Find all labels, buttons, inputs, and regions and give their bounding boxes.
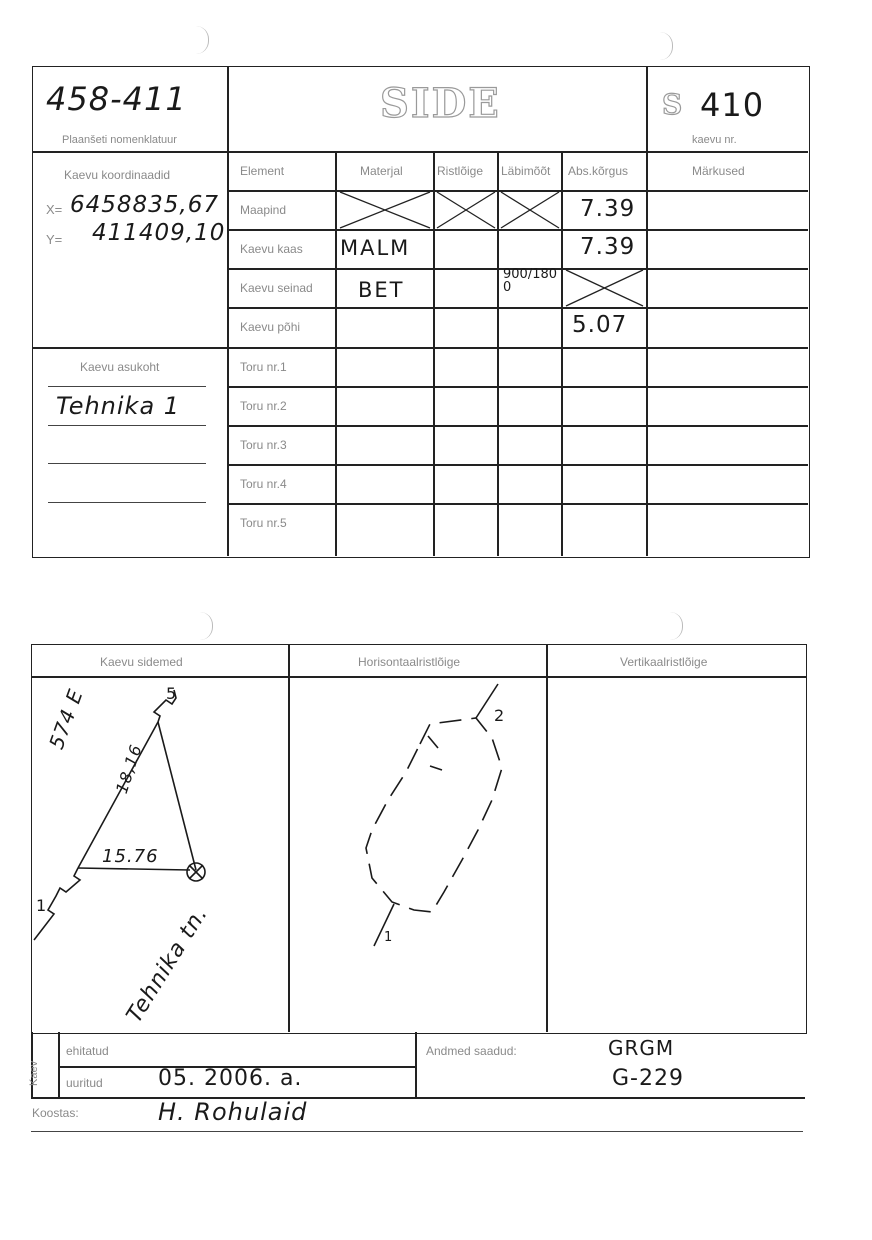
table-row-element: Toru nr.1 bbox=[240, 360, 287, 374]
x-coordinate: 6458835,67 bbox=[70, 192, 220, 218]
panel-title-horizontal: Horisontaalristlõige bbox=[358, 655, 461, 669]
well-number-label: kaevu nr. bbox=[692, 134, 737, 146]
pipe-note-label: 574 E bbox=[44, 685, 88, 753]
nomenclature-label: Plaanšeti nomenklatuur bbox=[62, 134, 177, 146]
table-row-element: Maapind bbox=[240, 203, 287, 217]
table-row-element: Kaevu kaas bbox=[240, 242, 303, 256]
y-coordinate: 411409,10 bbox=[92, 220, 226, 246]
distance-label-bottom: 15.76 bbox=[102, 846, 159, 867]
location-value: Tehnika 1 bbox=[56, 392, 181, 420]
table-cell-material: BET bbox=[358, 278, 405, 302]
data-source-value-1: GRGM bbox=[608, 1036, 675, 1060]
table-cell-diameter: 900/1800 bbox=[503, 267, 558, 295]
side-logo: SIDE bbox=[380, 80, 501, 127]
surveyed-date: 05. 2006. a. bbox=[158, 1066, 303, 1091]
table-row-element: Kaevu seinad bbox=[240, 281, 313, 295]
table-cell-material: MALM bbox=[340, 236, 411, 260]
panel-title-vertical: Vertikaalristlõige bbox=[620, 655, 708, 669]
panel-title-connections: Kaevu sidemed bbox=[100, 655, 183, 669]
section-pipe-1: 1 bbox=[384, 930, 394, 945]
header-notes: Märkused bbox=[692, 164, 745, 178]
compiled-signature: H. Rohulaid bbox=[158, 1098, 308, 1126]
nomenclature-value: 458-411 bbox=[46, 80, 187, 118]
x-label: X= bbox=[46, 202, 63, 217]
table-row-element: Toru nr.4 bbox=[240, 477, 287, 491]
table-row-element: Toru nr.2 bbox=[240, 399, 287, 413]
header-diameter: Läbimõõt bbox=[501, 164, 551, 178]
header-material: Materjal bbox=[360, 164, 403, 178]
table-cell-abs: 7.39 bbox=[580, 234, 636, 260]
table-row-element: Toru nr.3 bbox=[240, 438, 287, 452]
table-cell-abs: 7.39 bbox=[580, 196, 636, 222]
data-source-value-2: G-229 bbox=[612, 1066, 684, 1091]
pipe-number-1: 1 bbox=[36, 896, 48, 915]
street-label: Tehnika tn. bbox=[122, 902, 214, 1028]
coords-label: Kaevu koordinaadid bbox=[64, 168, 171, 182]
header-cross-section: Ristlõige bbox=[437, 164, 484, 178]
header-abs-height: Abs.kõrgus bbox=[568, 164, 629, 178]
table-row-element: Toru nr.5 bbox=[240, 516, 287, 530]
distance-label-top: 18,16 bbox=[112, 741, 146, 796]
data-source-label: Andmed saadud: bbox=[426, 1044, 517, 1058]
well-number: 410 bbox=[700, 86, 765, 124]
location-label: Kaevu asukoht bbox=[80, 360, 160, 374]
side-label-well: Kaev bbox=[28, 1060, 40, 1086]
table-row-element: Kaevu põhi bbox=[240, 320, 301, 334]
y-label: Y= bbox=[46, 232, 63, 247]
well-prefix: S bbox=[662, 88, 683, 121]
pipe-number-5: 5 bbox=[166, 684, 178, 703]
table-cell-abs: 5.07 bbox=[572, 312, 628, 338]
compiled-label: Koostas: bbox=[32, 1106, 79, 1120]
surveyed-label: uuritud bbox=[66, 1076, 103, 1090]
header-element: Element bbox=[240, 164, 285, 178]
section-pipe-2: 2 bbox=[494, 706, 506, 725]
built-label: ehitatud bbox=[66, 1044, 109, 1058]
